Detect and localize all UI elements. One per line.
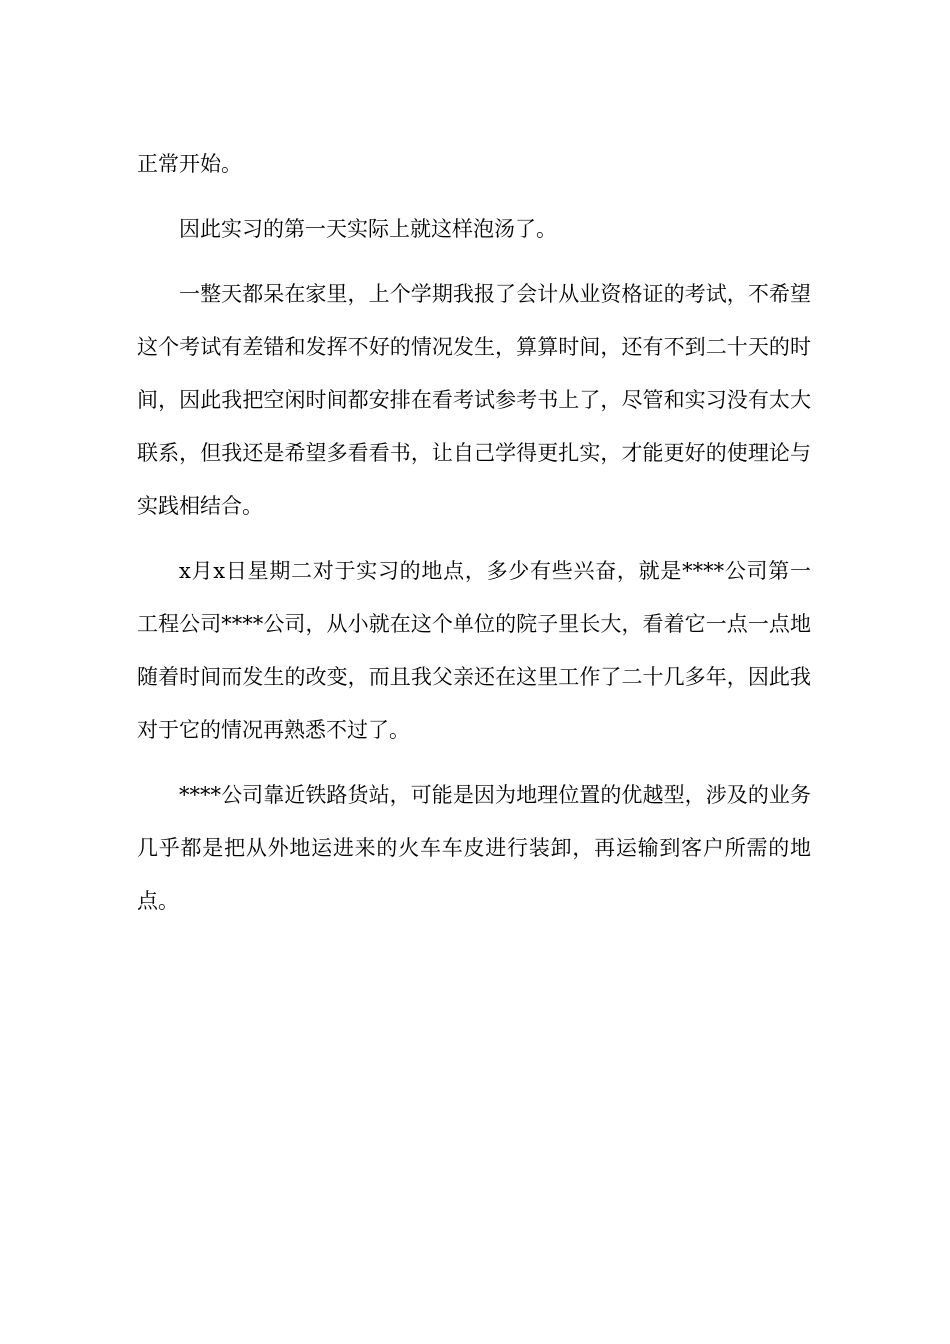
paragraph-1: 正常开始。 — [137, 152, 242, 176]
document-body — [137, 138, 811, 940]
paragraph-2: 因此实习的第一天实际上就这样泡汤了。 — [179, 217, 557, 241]
paragraph-5: ****公司靠近铁路货站，可能是因为地理位置的优越型，涉及的业务几乎都是把从外地运进来的火车车皮进行装卸，再运输到客户所需的地点。 — [137, 783, 811, 913]
paragraph-3: 一整天都呆在家里，上个学期我报了会计从业资格证的考试，不希望这个考试有差错和发挥不好的情况发生，算算时间，还有不到二十天的时间，因此我把空闲时间都安排在看考试参考书上了，尽管和实习没有太大联系，但我还是希望多看看书，让自己学得更扎实，才能更好的使理论与实践相结合。 — [137, 282, 811, 518]
paragraph-4: x月x日星期二对于实习的地点，多少有些兴奋，就是****公司第一工程公司****公司，从小就在这个单位的院子里长大，看着它一点一点地随着时间而发生的改变，而且我父亲还在这里工作了二十几多年，因此我对于它的情况再熟悉不过了。 — [137, 559, 811, 742]
